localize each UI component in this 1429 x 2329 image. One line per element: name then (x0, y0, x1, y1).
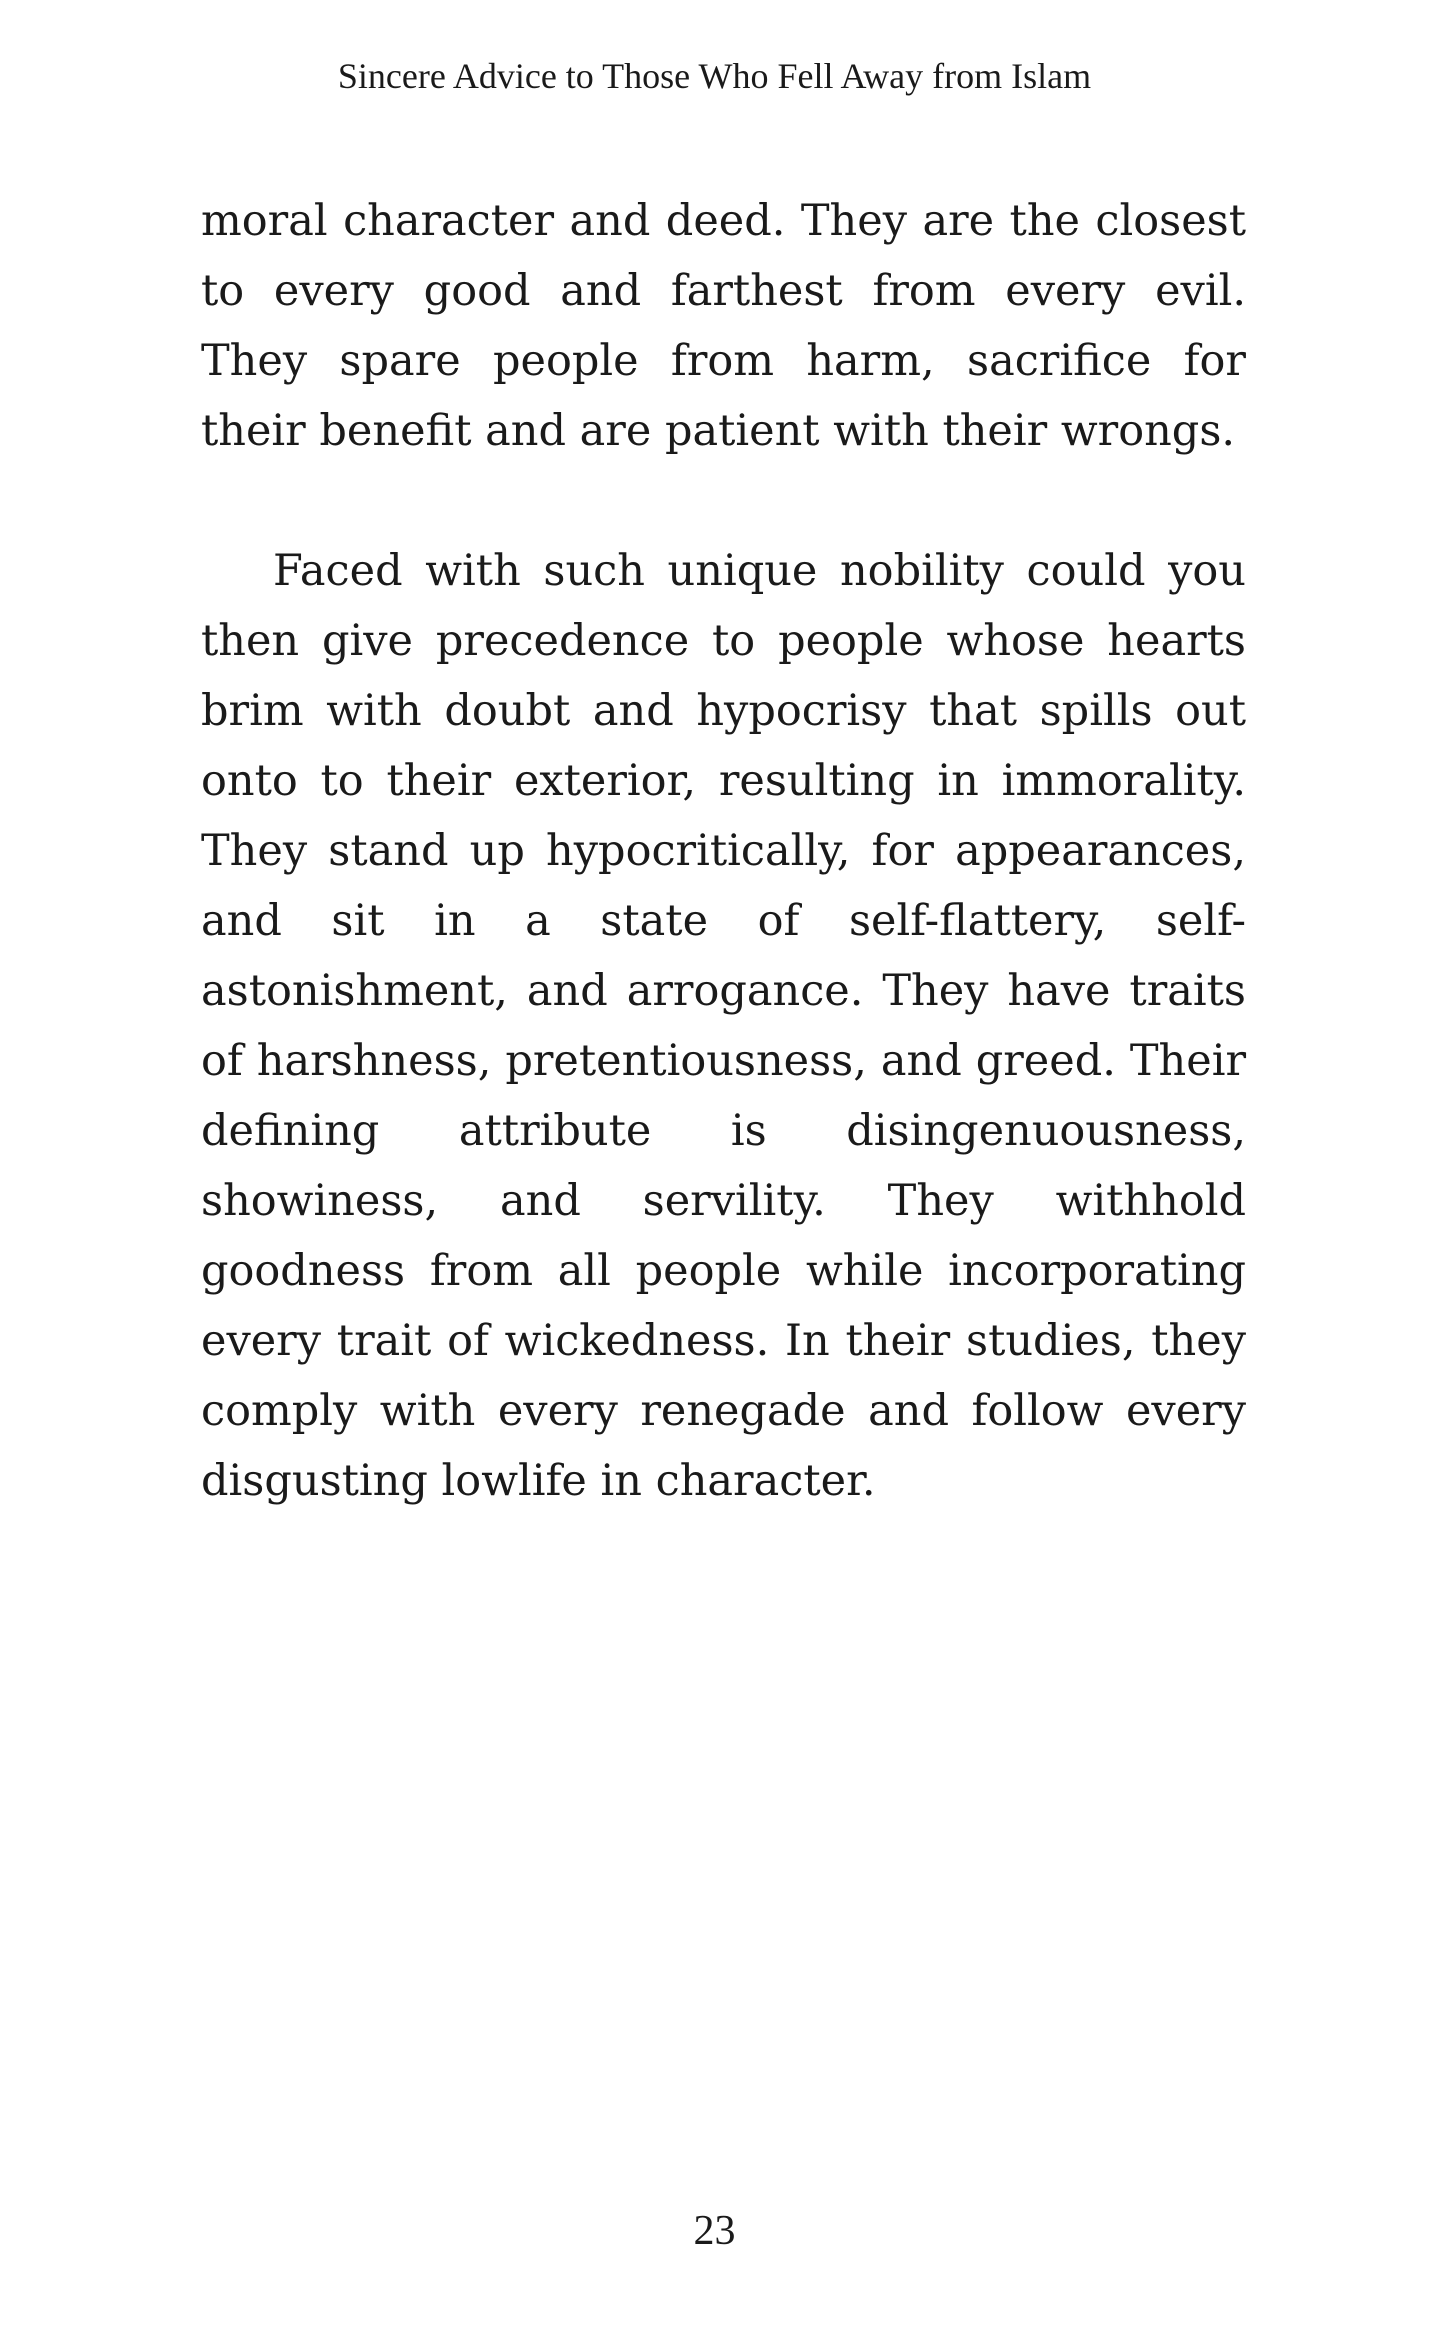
running-header: Sincere Advice to Those Who Fell Away from Islam (337, 56, 1092, 96)
paragraph: Faced with such unique nobility could you then give precedence to people whose hearts brim with doubt and hypocrisy that spills out onto to their exterior, resulting in immorality. They stand up hypocritically, for appearances, and sit in a state of self-flattery, self-astonishment, and arrogance. They have traits of harshness, pretentiousness, and greed. Their defining attribute is disingenuousness, showiness, and servility. They withhold goodness from all people while incorporating every trait of wickedness. In their studies, they comply with every renegade and follow every disgusting lowlife in character. (201, 546, 1246, 1506)
paragraph-continued: moral character and deed. They are the closest to every good and farthest from every evil. They spare people from harm, sacrifice for their benefit and are patient with their wrongs. (201, 196, 1246, 456)
page-number: 23 (693, 2208, 736, 2254)
